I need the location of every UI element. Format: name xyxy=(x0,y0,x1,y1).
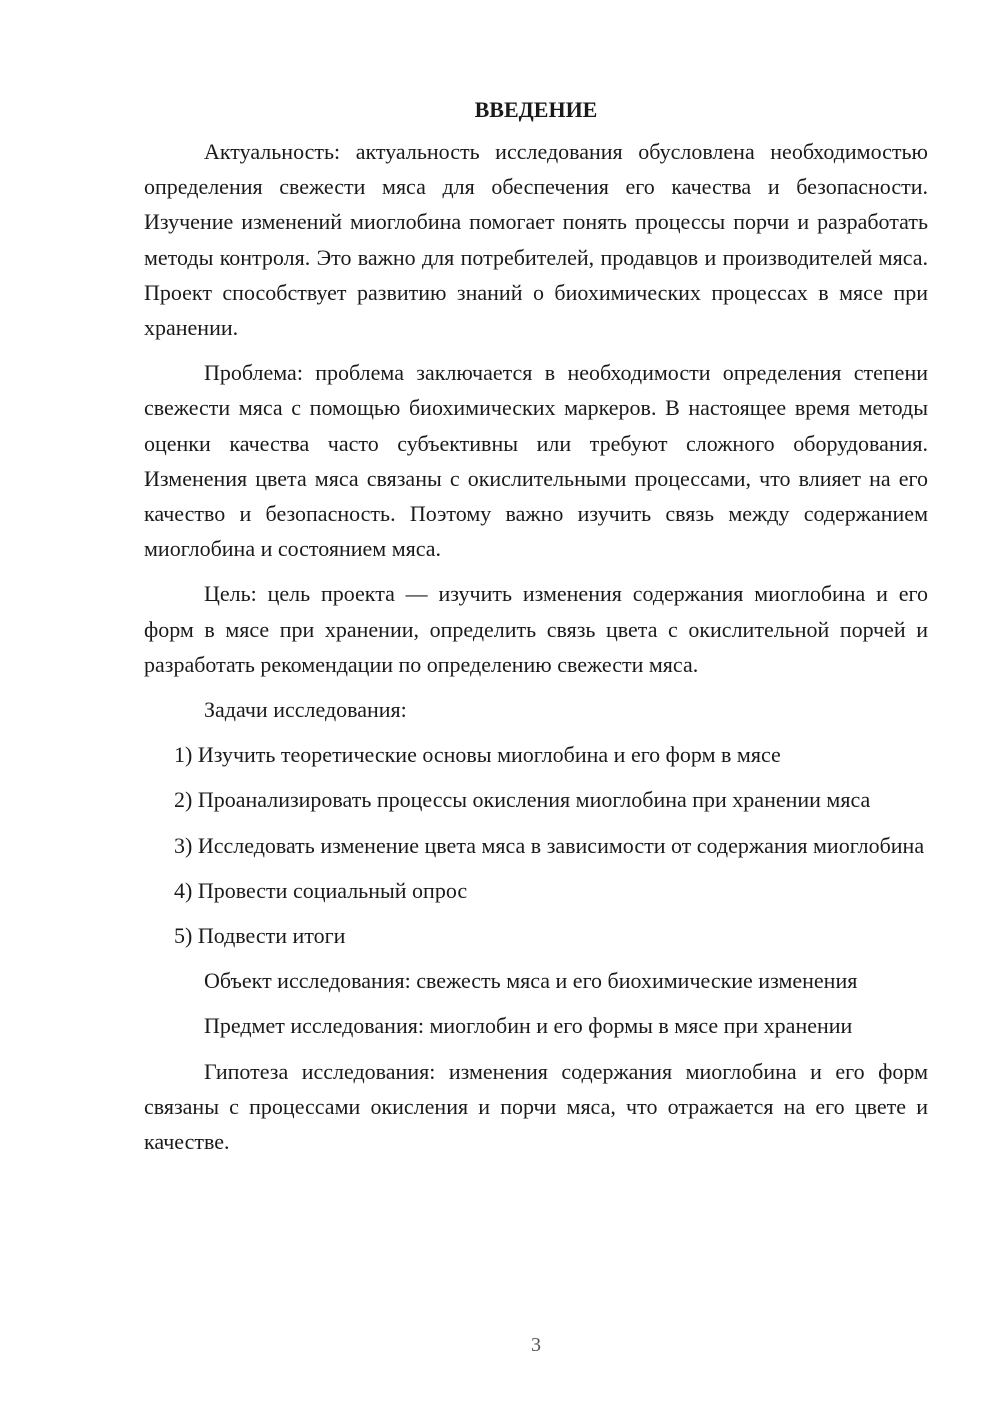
tasks-heading: Задачи исследования: xyxy=(204,697,407,723)
task-item: 1) Изучить теоретические основы миоглобина и его форм в мясе xyxy=(174,742,781,768)
page-number: 3 xyxy=(531,1334,541,1356)
task-item: 4) Провести социальный опрос xyxy=(174,877,468,903)
hypothesis-paragraph: Гипотеза исследования: изменения содержания миоглобина и его форм связаны с процессами окисления и порчи мяса, что отражается на его цвете и качестве. xyxy=(144,1058,928,1155)
task-item: 5) Подвести итоги xyxy=(174,923,346,949)
page-title: ВВЕДЕНИЕ xyxy=(474,97,598,122)
tasks-list xyxy=(144,737,928,953)
task-item: 3) Исследовать изменение цвета мяса в зависимости от содержания миоглобина xyxy=(174,832,925,858)
relevance-paragraph: Актуальность: актуальность исследования обусловлена необходимостью определения свежести мяса для обеспечения его качества и безопасности. Изучение изменений миоглобина помогает понять процессы порчи и разработать методы контроля. Это важно для потребителей, продавцов и производителей мяса. Проект способствует развитию знаний о биохимических процессах в мясе при хранении. xyxy=(144,139,928,341)
object-paragraph: Объект исследования: свежесть мяса и его биохимические изменения xyxy=(204,968,858,994)
task-item: 2) Проанализировать процессы окисления миоглобина при хранении мяса xyxy=(174,787,871,813)
document-page xyxy=(144,92,928,1169)
goal-paragraph: Цель: цель проекта — изучить изменения содержания миоглобина и его форм в мясе при хранении, определить связь цвета с окислительной порчей и разработать рекомендации по определению свежести мяса. xyxy=(144,581,928,677)
problem-paragraph: Проблема: проблема заключается в необходимости определения степени свежести мяса с помощью биохимических маркеров. В настоящее время методы оценки качества часто субъективны или требуют сложного оборудования. Изменения цвета мяса связаны с окислительными процессами, что влияет на его качество и безопасность. Поэтому важно изучить связь между содержанием миоглобина и состоянием мяса. xyxy=(144,360,928,562)
subject-paragraph: Предмет исследования: миоглобин и его формы в мясе при хранении xyxy=(204,1013,853,1039)
